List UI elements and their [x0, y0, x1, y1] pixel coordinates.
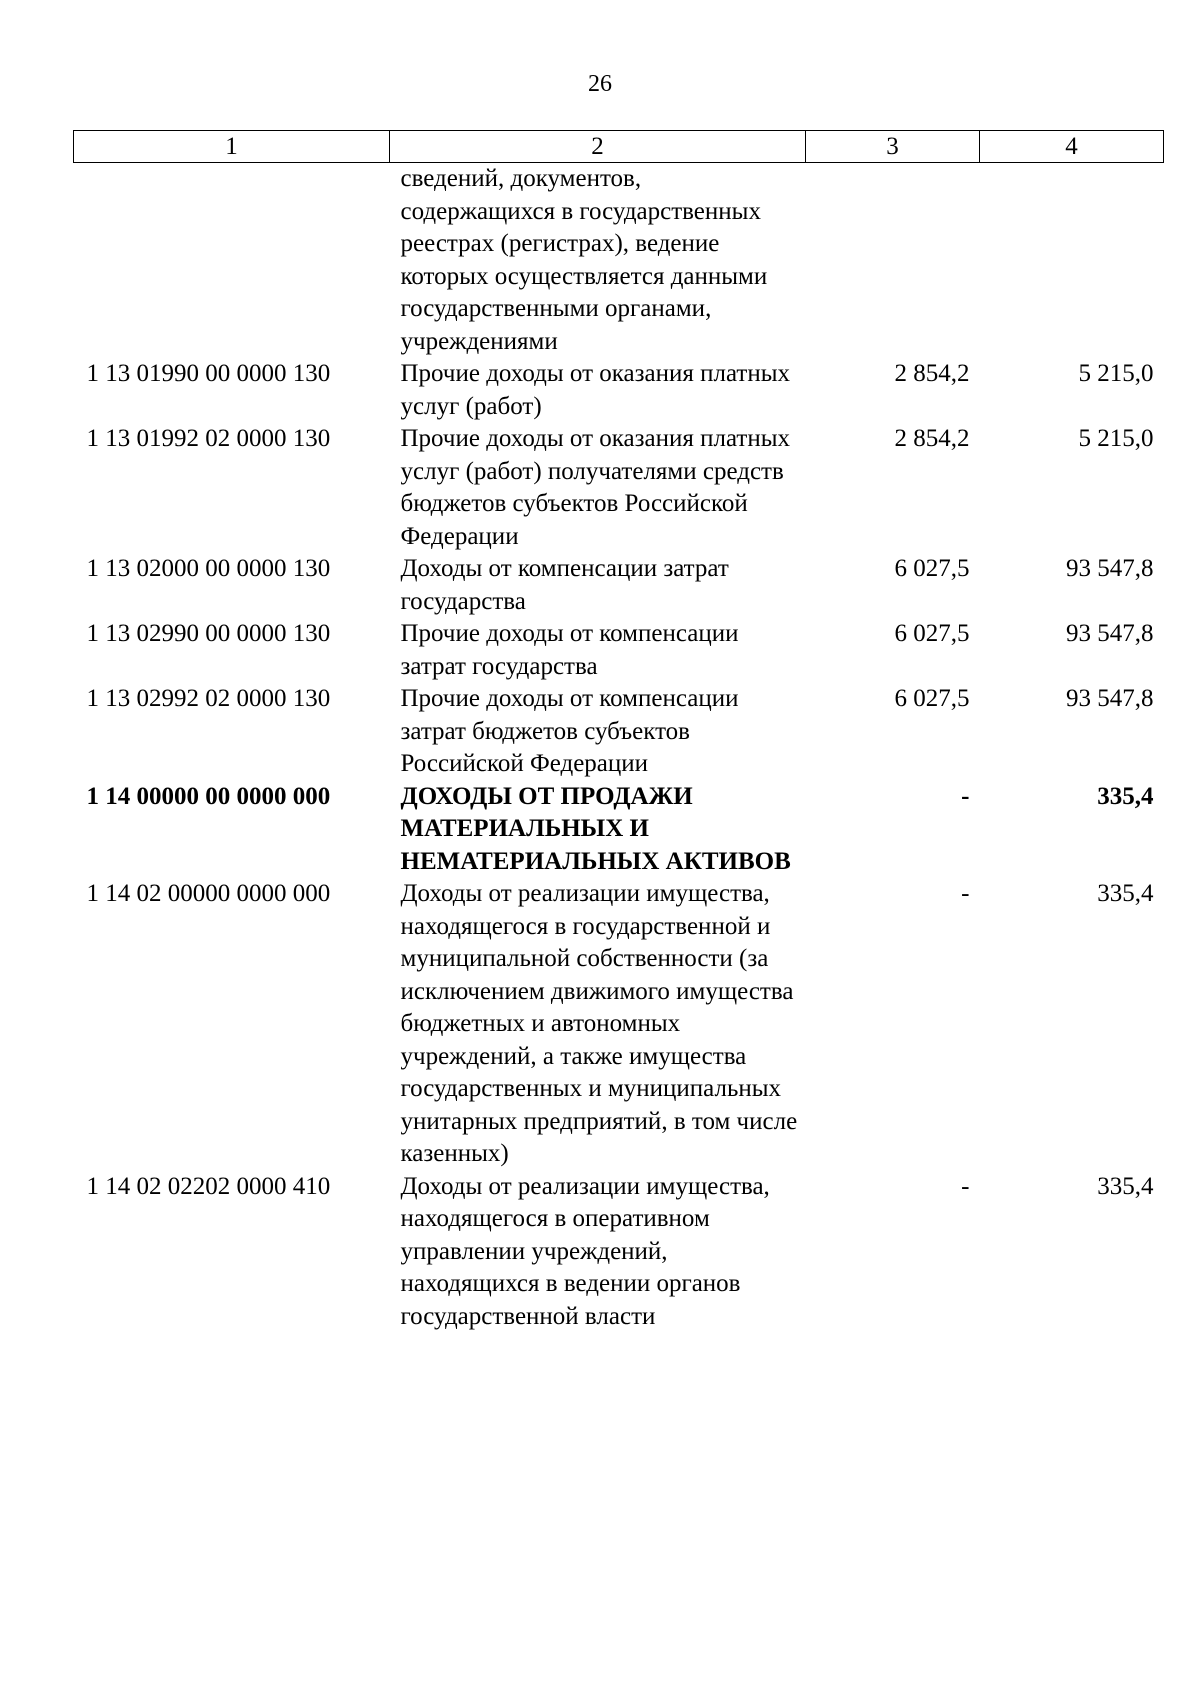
- table-row: [74, 163, 1164, 359]
- header-col-1: 1: [74, 131, 390, 163]
- value-col-3-cell: -: [961, 880, 970, 907]
- revenue-name-cell: Доходы от реализации имущества, находящегося в государственной и муниципальной собственности (за исключением движимого имущества бюджетных и автономных учреждений, а также имущества государственных и муниципальных унитарных предприятий, в том числе казенных): [400, 880, 798, 1167]
- header-col-3: 3: [806, 131, 980, 163]
- budget-code-cell: 1 13 01990 00 0000 130: [86, 360, 331, 387]
- revenue-table: [73, 130, 1164, 1333]
- value-col-3-cell: 2 854,2: [894, 425, 970, 452]
- revenue-name-cell: сведений, документов, содержащихся в государственных реестрах (регистрах), ведение которых осуществляется данными государственными органами, учреждениями: [400, 165, 768, 355]
- table-header: [74, 131, 1164, 163]
- page-number: 26: [588, 71, 612, 97]
- value-col-3-cell: 6 027,5: [894, 620, 970, 647]
- revenue-name-cell: Доходы от реализации имущества, находящегося в оперативном управлении учреждений, находящихся в ведении органов государственной власти: [400, 1172, 770, 1330]
- budget-code-cell: 1 14 02 02202 0000 410: [86, 1172, 331, 1200]
- revenue-name-cell: Прочие доходы от компенсации затрат бюджетов субъектов Российской Федерации: [400, 685, 739, 777]
- revenue-name-cell: Доходы от компенсации затрат государства: [400, 555, 729, 615]
- value-col-4-cell: 93 547,8: [1066, 555, 1154, 582]
- revenue-name-cell: Прочие доходы от оказания платных услуг (работ): [400, 360, 790, 420]
- table-row: [74, 553, 1164, 618]
- value-col-3-cell: 6 027,5: [894, 555, 970, 582]
- value-col-4-cell: 335,4: [1097, 782, 1154, 810]
- value-col-3-cell: -: [961, 1172, 970, 1200]
- value-col-4-cell: 335,4: [1097, 880, 1154, 907]
- value-col-3-cell: 6 027,5: [894, 685, 970, 712]
- value-col-3-cell: 2 854,2: [894, 360, 970, 387]
- budget-code-cell: 1 13 01992 02 0000 130: [86, 425, 331, 452]
- header-col-2: 2: [390, 131, 806, 163]
- table-row: [74, 878, 1164, 1171]
- table-row: [74, 618, 1164, 683]
- value-col-4-cell: 93 547,8: [1066, 685, 1154, 712]
- table-row: [74, 358, 1164, 423]
- budget-code-cell: 1 13 02000 00 0000 130: [86, 555, 331, 582]
- value-col-4-cell: 335,4: [1097, 1172, 1154, 1200]
- value-col-4-cell: [980, 163, 1164, 359]
- table-row: [74, 1171, 1164, 1334]
- header-row: [74, 131, 1164, 163]
- budget-code-cell: 1 13 02990 00 0000 130: [86, 620, 331, 647]
- budget-code-cell: 1 14 00000 00 0000 000: [86, 782, 331, 810]
- value-col-3-cell: -: [961, 782, 970, 810]
- value-col-3-cell: [806, 163, 980, 359]
- budget-code-cell: [74, 163, 390, 359]
- value-col-4-cell: 93 547,8: [1066, 620, 1154, 647]
- budget-code-cell: 1 14 02 00000 0000 000: [86, 880, 331, 907]
- table-row: [74, 683, 1164, 781]
- header-col-4: 4: [980, 131, 1164, 163]
- table-row: [74, 423, 1164, 553]
- budget-code-cell: 1 13 02992 02 0000 130: [86, 685, 331, 712]
- revenue-name-cell: Прочие доходы от компенсации затрат государства: [400, 620, 739, 680]
- revenue-name-cell: ДОХОДЫ ОТ ПРОДАЖИ МАТЕРИАЛЬНЫХ И НЕМАТЕРИАЛЬНЫХ АКТИВОВ: [400, 782, 791, 875]
- table-body: [74, 163, 1164, 1334]
- table-row: [74, 781, 1164, 879]
- value-col-4-cell: 5 215,0: [1078, 425, 1154, 452]
- value-col-4-cell: 5 215,0: [1078, 360, 1154, 387]
- revenue-name-cell: Прочие доходы от оказания платных услуг (работ) получателями средств бюджетов субъектов Российской Федерации: [400, 425, 790, 550]
